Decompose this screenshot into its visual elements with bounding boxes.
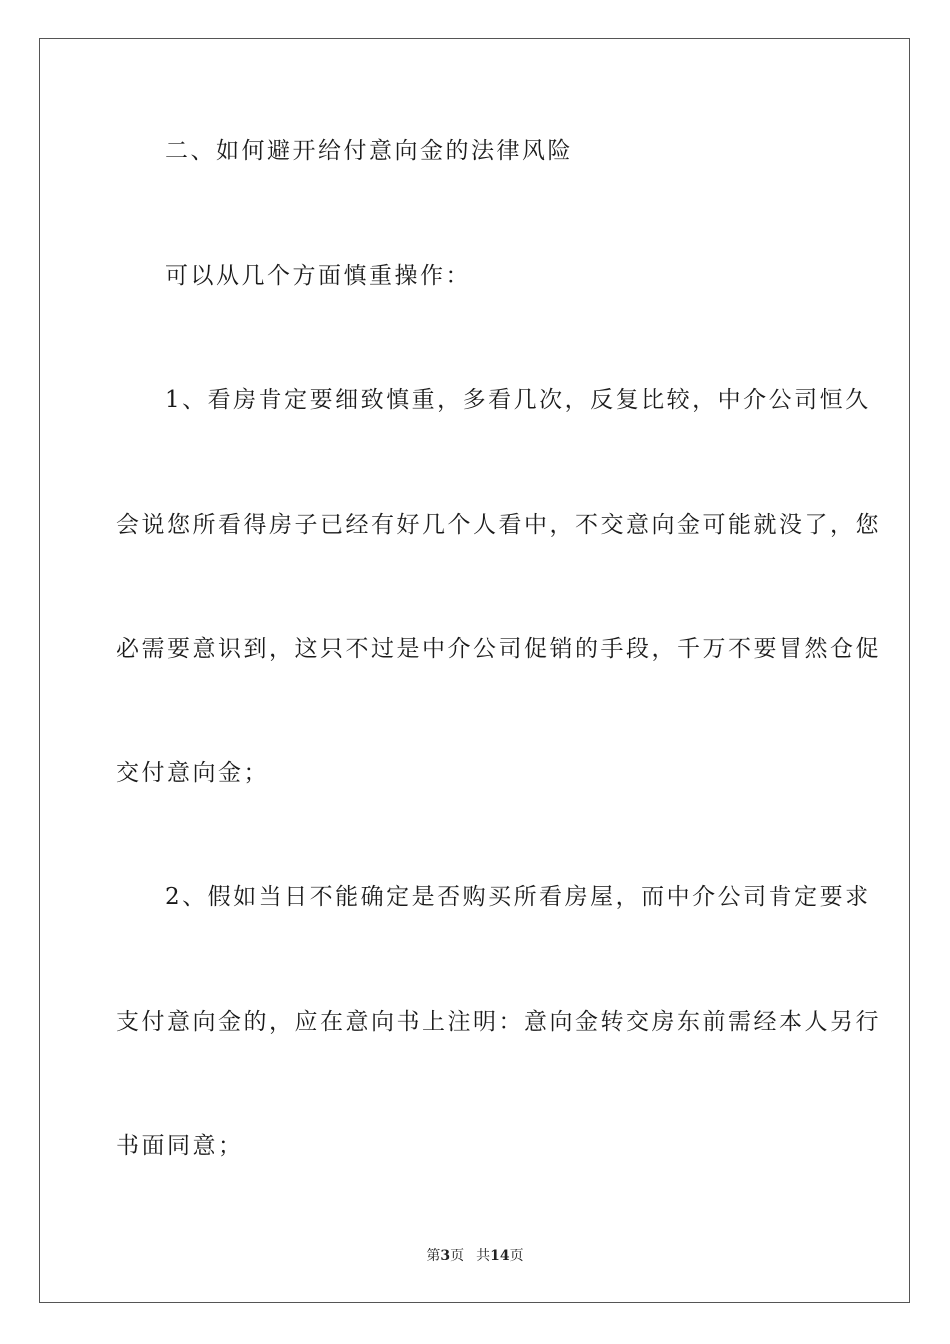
paragraph-line: 1、看房肯定要细致慎重，多看几次，反复比较，中介公司恒久 xyxy=(165,387,871,413)
page-prefix: 第 xyxy=(426,1248,441,1264)
paragraph-line: 交付意向金； xyxy=(116,760,269,786)
total-suffix: 页 xyxy=(509,1248,524,1264)
paragraph-line: 2、假如当日不能确定是否购买所看房屋，而中介公司肯定要求 xyxy=(165,884,871,910)
page-footer xyxy=(0,1247,950,1265)
paragraph-line: 可以从几个方面慎重操作： xyxy=(165,263,471,289)
total-pages: 14 xyxy=(490,1248,510,1264)
section-heading: 二、如何避开给付意向金的法律风险 xyxy=(165,138,573,164)
paragraph-line: 支付意向金的，应在意向书上注明：意向金转交房东前需经本人另行 xyxy=(116,1009,881,1035)
paragraph-line: 会说您所看得房子已经有好几个人看中，不交意向金可能就没了，您 xyxy=(116,512,881,538)
paragraph-line: 书面同意； xyxy=(116,1133,244,1159)
total-prefix: 共 xyxy=(476,1248,491,1264)
page-border xyxy=(39,38,910,1303)
page-number: 3 xyxy=(440,1248,451,1264)
page-suffix: 页 xyxy=(450,1248,465,1264)
paragraph-line: 必需要意识到，这只不过是中介公司促销的手段，千万不要冒然仓促 xyxy=(116,636,881,662)
